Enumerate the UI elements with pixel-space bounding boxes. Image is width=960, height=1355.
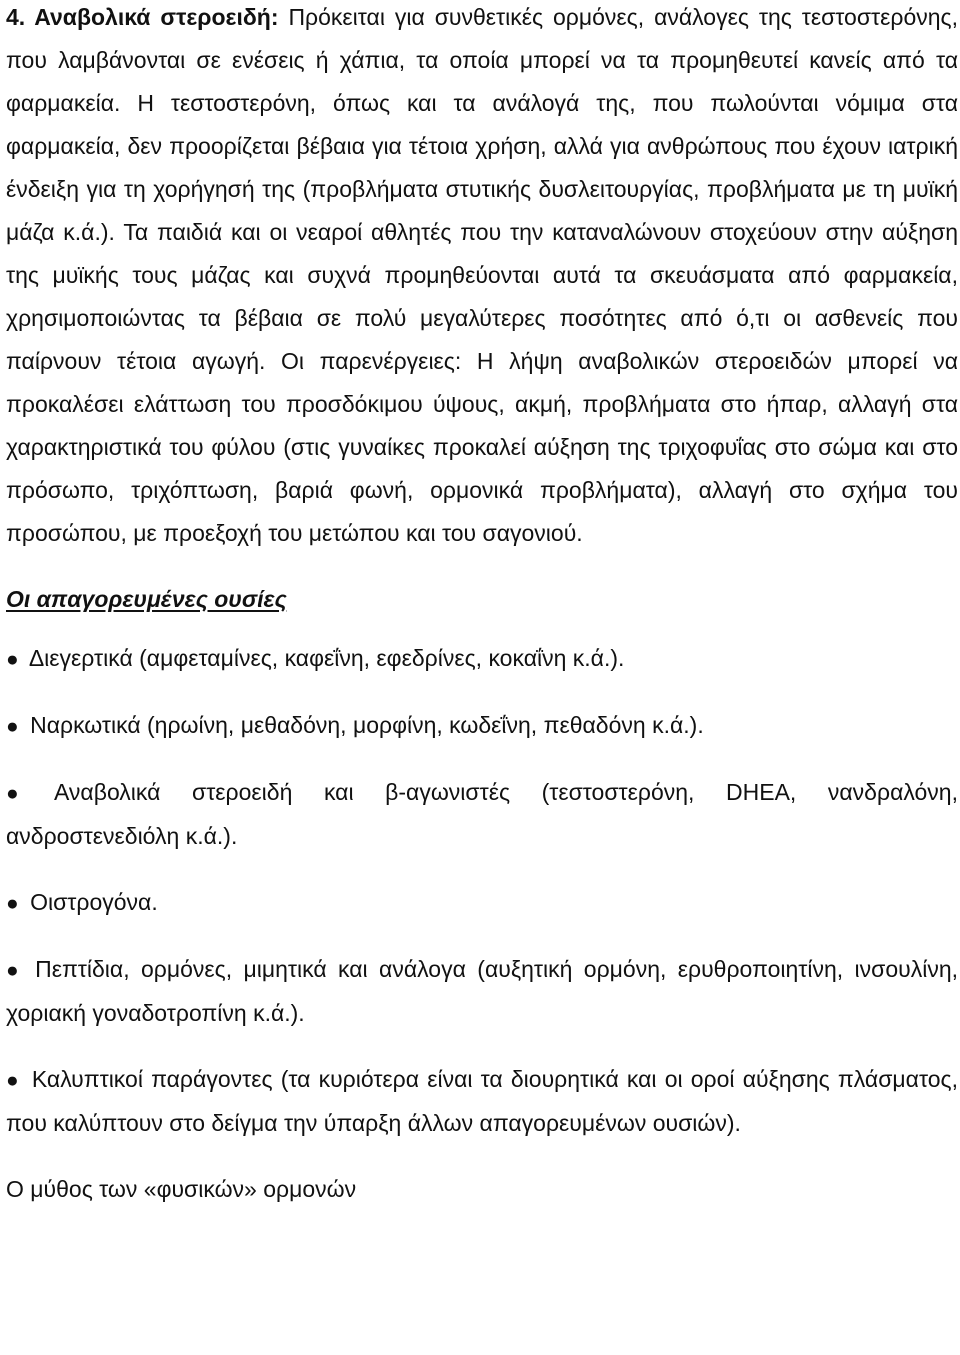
bullet-icon: ● <box>6 648 19 671</box>
list-item-text: Αναβολικά στεροειδή και β-αγωνιστές (τεστοστερόνη, DHEA, νανδραλόνη, ανδροστενεδιόλη κ.ά.). <box>6 779 958 849</box>
next-section-heading: Ο μύθος των «φυσικών» ορμονών <box>6 1176 357 1202</box>
bullet-icon: ● <box>6 782 19 805</box>
list-item <box>6 637 958 681</box>
list-item-text: Οιστρογόνα. <box>30 889 158 915</box>
intro-body-text: Πρόκειται για συνθετικές ορμόνες, ανάλογες της τεστοστερόνης, που λαμβάνονται σε ενέσεις ή χάπια, τα οποία μπορεί να τα προμηθευτεί κανείς από τα φαρμακεία. Η τεστοστερόνη, όπως και τα ανάλογά της, που πωλούνται νόμιμα στα φαρμακεία, δεν προορίζεται βέβαια για τέτοια χρήση, αλλά για ανθρώπους που έχουν ιατρική ένδειξη για τη χορήγησή της (προβλήματα στυτικής δυσλειτουργίας, προβλήματα με τη μυϊκή μάζα κ.ά.). Τα παιδιά και οι νεαροί αθλητές που την καταναλώνουν στοχεύουν στην αύξηση της μυϊκής τους μάζας και συχνά προμηθεύονται αυτά τα σκευάσματα από φαρμακεία, χρησιμοποιώντας τα βέβαια σε πολύ μεγαλύτερες ποσότητες από ό,τι οι ασθενείς που παίρνουν τέτοια αγωγή. Οι παρενέργειες: Η λήψη αναβολικών στεροειδών μπορεί να προκαλέσει ελάττωση του προσδόκιμου ύψους, ακμή, προβλήματα στο ήπαρ, αλλαγή στα χαρακτηριστικά του φύλου (στις γυναίκες προκαλεί αύξηση της τριχοφυΐας στο σώμα και στο πρόσωπο, τριχόπτωση, βαριά φωνή, ορμονικά προβλήματα), αλλαγή στο σχήμα του προσώπου, με προεξοχή του μετώπου και του σαγονιού. <box>6 4 959 546</box>
list-item-text: Ναρκωτικά (ηρωίνη, μεθαδόνη, μορφίνη, κωδεΐνη, πεθαδόνη κ.ά.). <box>30 712 704 738</box>
list-item-text: Πεπτίδια, ορμόνες, μιμητικά και ανάλογα (αυξητική ορμόνη, ερυθροποιητίνη, ινσουλίνη, χοριακή γοναδοτροπίνη κ.ά.). <box>6 956 958 1026</box>
list-item-text: Καλυπτικοί παράγοντες (τα κυριότερα είναι τα διουρητικά και οι οροί αύξησης πλάσματος, που καλύπτουν στο δείγμα την ύπαρξη άλλων απαγορευμένων ουσιών). <box>6 1066 959 1136</box>
list-item <box>6 1058 958 1145</box>
list-item <box>6 704 958 748</box>
list-item <box>6 948 958 1035</box>
document-page <box>6 0 958 1211</box>
section-heading: Οι απαγορευμένες ουσίες <box>6 586 287 612</box>
list-item <box>6 771 958 858</box>
list-item <box>6 881 958 925</box>
bullet-icon: ● <box>6 959 19 982</box>
bullet-icon: ● <box>6 892 19 915</box>
section-number-title: 4. Αναβολικά στεροειδή: <box>6 4 279 30</box>
bullet-icon: ● <box>6 715 19 738</box>
bullet-icon: ● <box>6 1069 19 1092</box>
intro-paragraph <box>6 0 958 555</box>
substances-list <box>6 637 958 1145</box>
list-item-text: Διεγερτικά (αμφεταμίνες, καφεΐνη, εφεδρίνες, κοκαΐνη κ.ά.). <box>28 645 625 671</box>
